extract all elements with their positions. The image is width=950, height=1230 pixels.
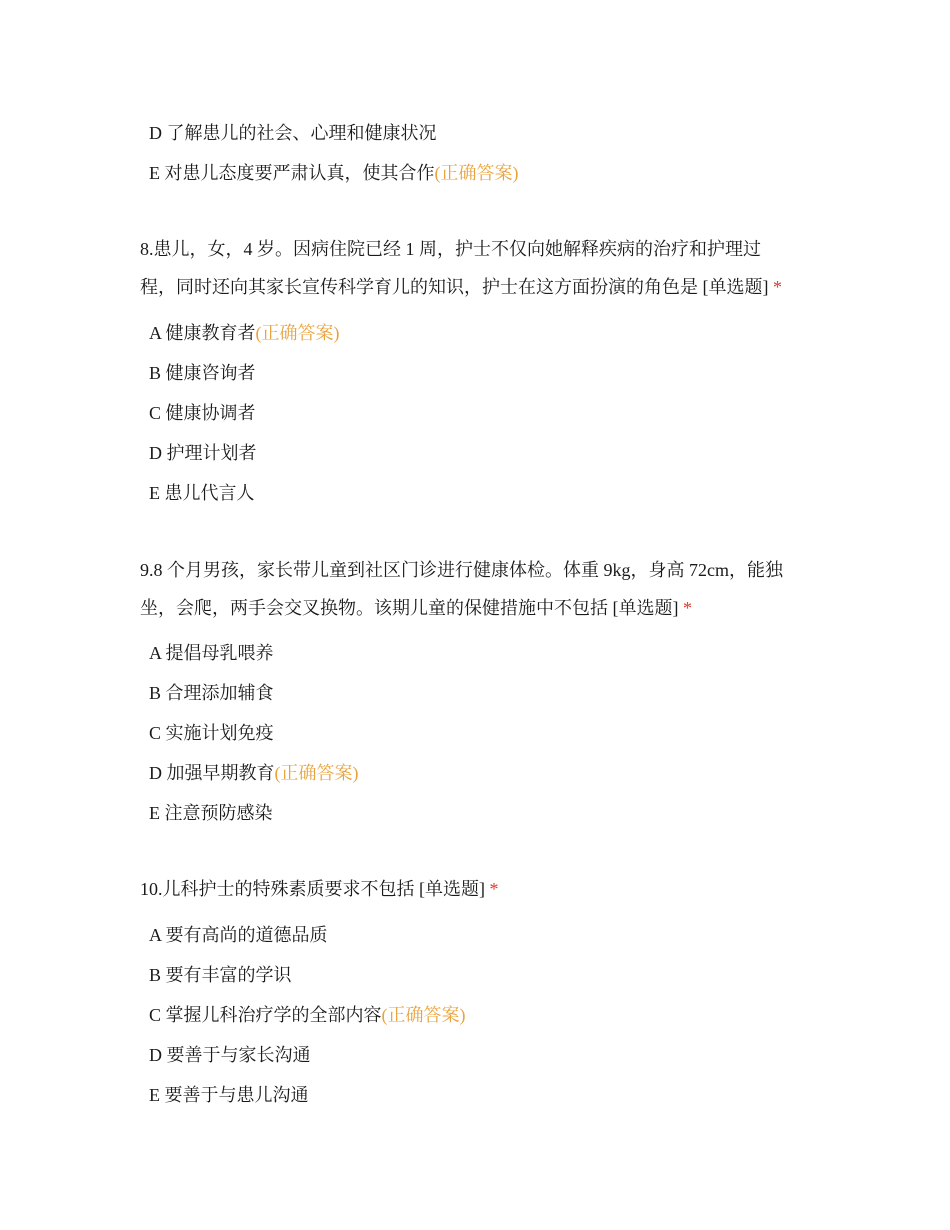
q7-option-d-text: D 了解患儿的社会、心理和健康状况 <box>149 123 437 143</box>
q10-option-d-text: D 要善于与家长沟通 <box>149 1045 311 1065</box>
required-mark: * <box>683 598 692 618</box>
q10-stem-line1-text: 10.儿科护士的特殊素质要求不包括 [单选题] <box>140 879 485 899</box>
q9-stem-line2 <box>140 597 692 619</box>
q8-stem-line2 <box>140 276 782 298</box>
correct-answer-mark: (正确答案) <box>255 323 340 343</box>
q8-option-d-text: D 护理计划者 <box>149 443 257 463</box>
q9-option-d-text: D 加强早期教育 <box>149 763 275 783</box>
q9-option-e <box>149 802 273 824</box>
q7-option-d <box>149 122 437 144</box>
q7-option-e-text: E 对患儿态度要严肃认真，使其合作 <box>149 163 435 183</box>
q8-option-c <box>149 402 256 424</box>
q8-option-a <box>149 322 340 344</box>
required-mark: * <box>489 879 499 899</box>
q9-stem-line2-text: 坐，会爬，两手会交叉换物。该期儿童的保健措施中不包括 [单选题] <box>140 598 679 618</box>
correct-answer-mark: (正确答案) <box>274 763 359 783</box>
q10-option-a-text: A 要有高尚的道德品质 <box>149 925 328 945</box>
q8-option-b <box>149 362 256 384</box>
q8-stem-line1-text: 8.患儿，女，4 岁。因病住院已经 1 周，护士不仅向她解释疾病的治疗和护理过 <box>140 239 761 259</box>
q10-option-e-text: E 要善于与患儿沟通 <box>149 1085 309 1105</box>
q10-option-e <box>149 1084 309 1106</box>
q10-option-b-text: B 要有丰富的学识 <box>149 965 292 985</box>
q8-option-a-text: A 健康教育者 <box>149 323 256 343</box>
q10-option-c-text: C 掌握儿科治疗学的全部内容 <box>149 1005 382 1025</box>
q9-option-c <box>149 722 274 744</box>
q9-option-e-text: E 注意预防感染 <box>149 803 273 823</box>
q9-stem-line1-text: 9.8 个月男孩，家长带儿童到社区门诊进行健康体检。体重 9kg，身高 72cm，能独 <box>140 560 783 580</box>
q10-option-a <box>149 924 328 946</box>
q9-option-b-text: B 合理添加辅食 <box>149 683 274 703</box>
q9-stem-line1 <box>140 559 783 581</box>
q10-option-d <box>149 1044 311 1066</box>
q10-stem-line1 <box>140 878 499 900</box>
q9-option-d <box>149 762 359 784</box>
q10-option-b <box>149 964 292 986</box>
required-mark: * <box>773 277 782 297</box>
q9-option-b <box>149 682 274 704</box>
q8-option-b-text: B 健康咨询者 <box>149 363 256 383</box>
q9-option-a <box>149 642 274 664</box>
correct-answer-mark: (正确答案) <box>381 1005 466 1025</box>
q8-option-e-text: E 患儿代言人 <box>149 483 255 503</box>
q10-option-c <box>149 1004 466 1026</box>
q8-stem-line1 <box>140 238 761 260</box>
q7-option-e <box>149 162 519 184</box>
correct-answer-mark: (正确答案) <box>434 163 519 183</box>
q8-option-c-text: C 健康协调者 <box>149 403 256 423</box>
q8-option-d <box>149 442 257 464</box>
q9-option-a-text: A 提倡母乳喂养 <box>149 643 274 663</box>
q9-option-c-text: C 实施计划免疫 <box>149 723 274 743</box>
q8-option-e <box>149 482 255 504</box>
q8-stem-line2-text: 程，同时还向其家长宣传科学育儿的知识，护士在这方面扮演的角色是 [单选题] <box>140 277 769 297</box>
